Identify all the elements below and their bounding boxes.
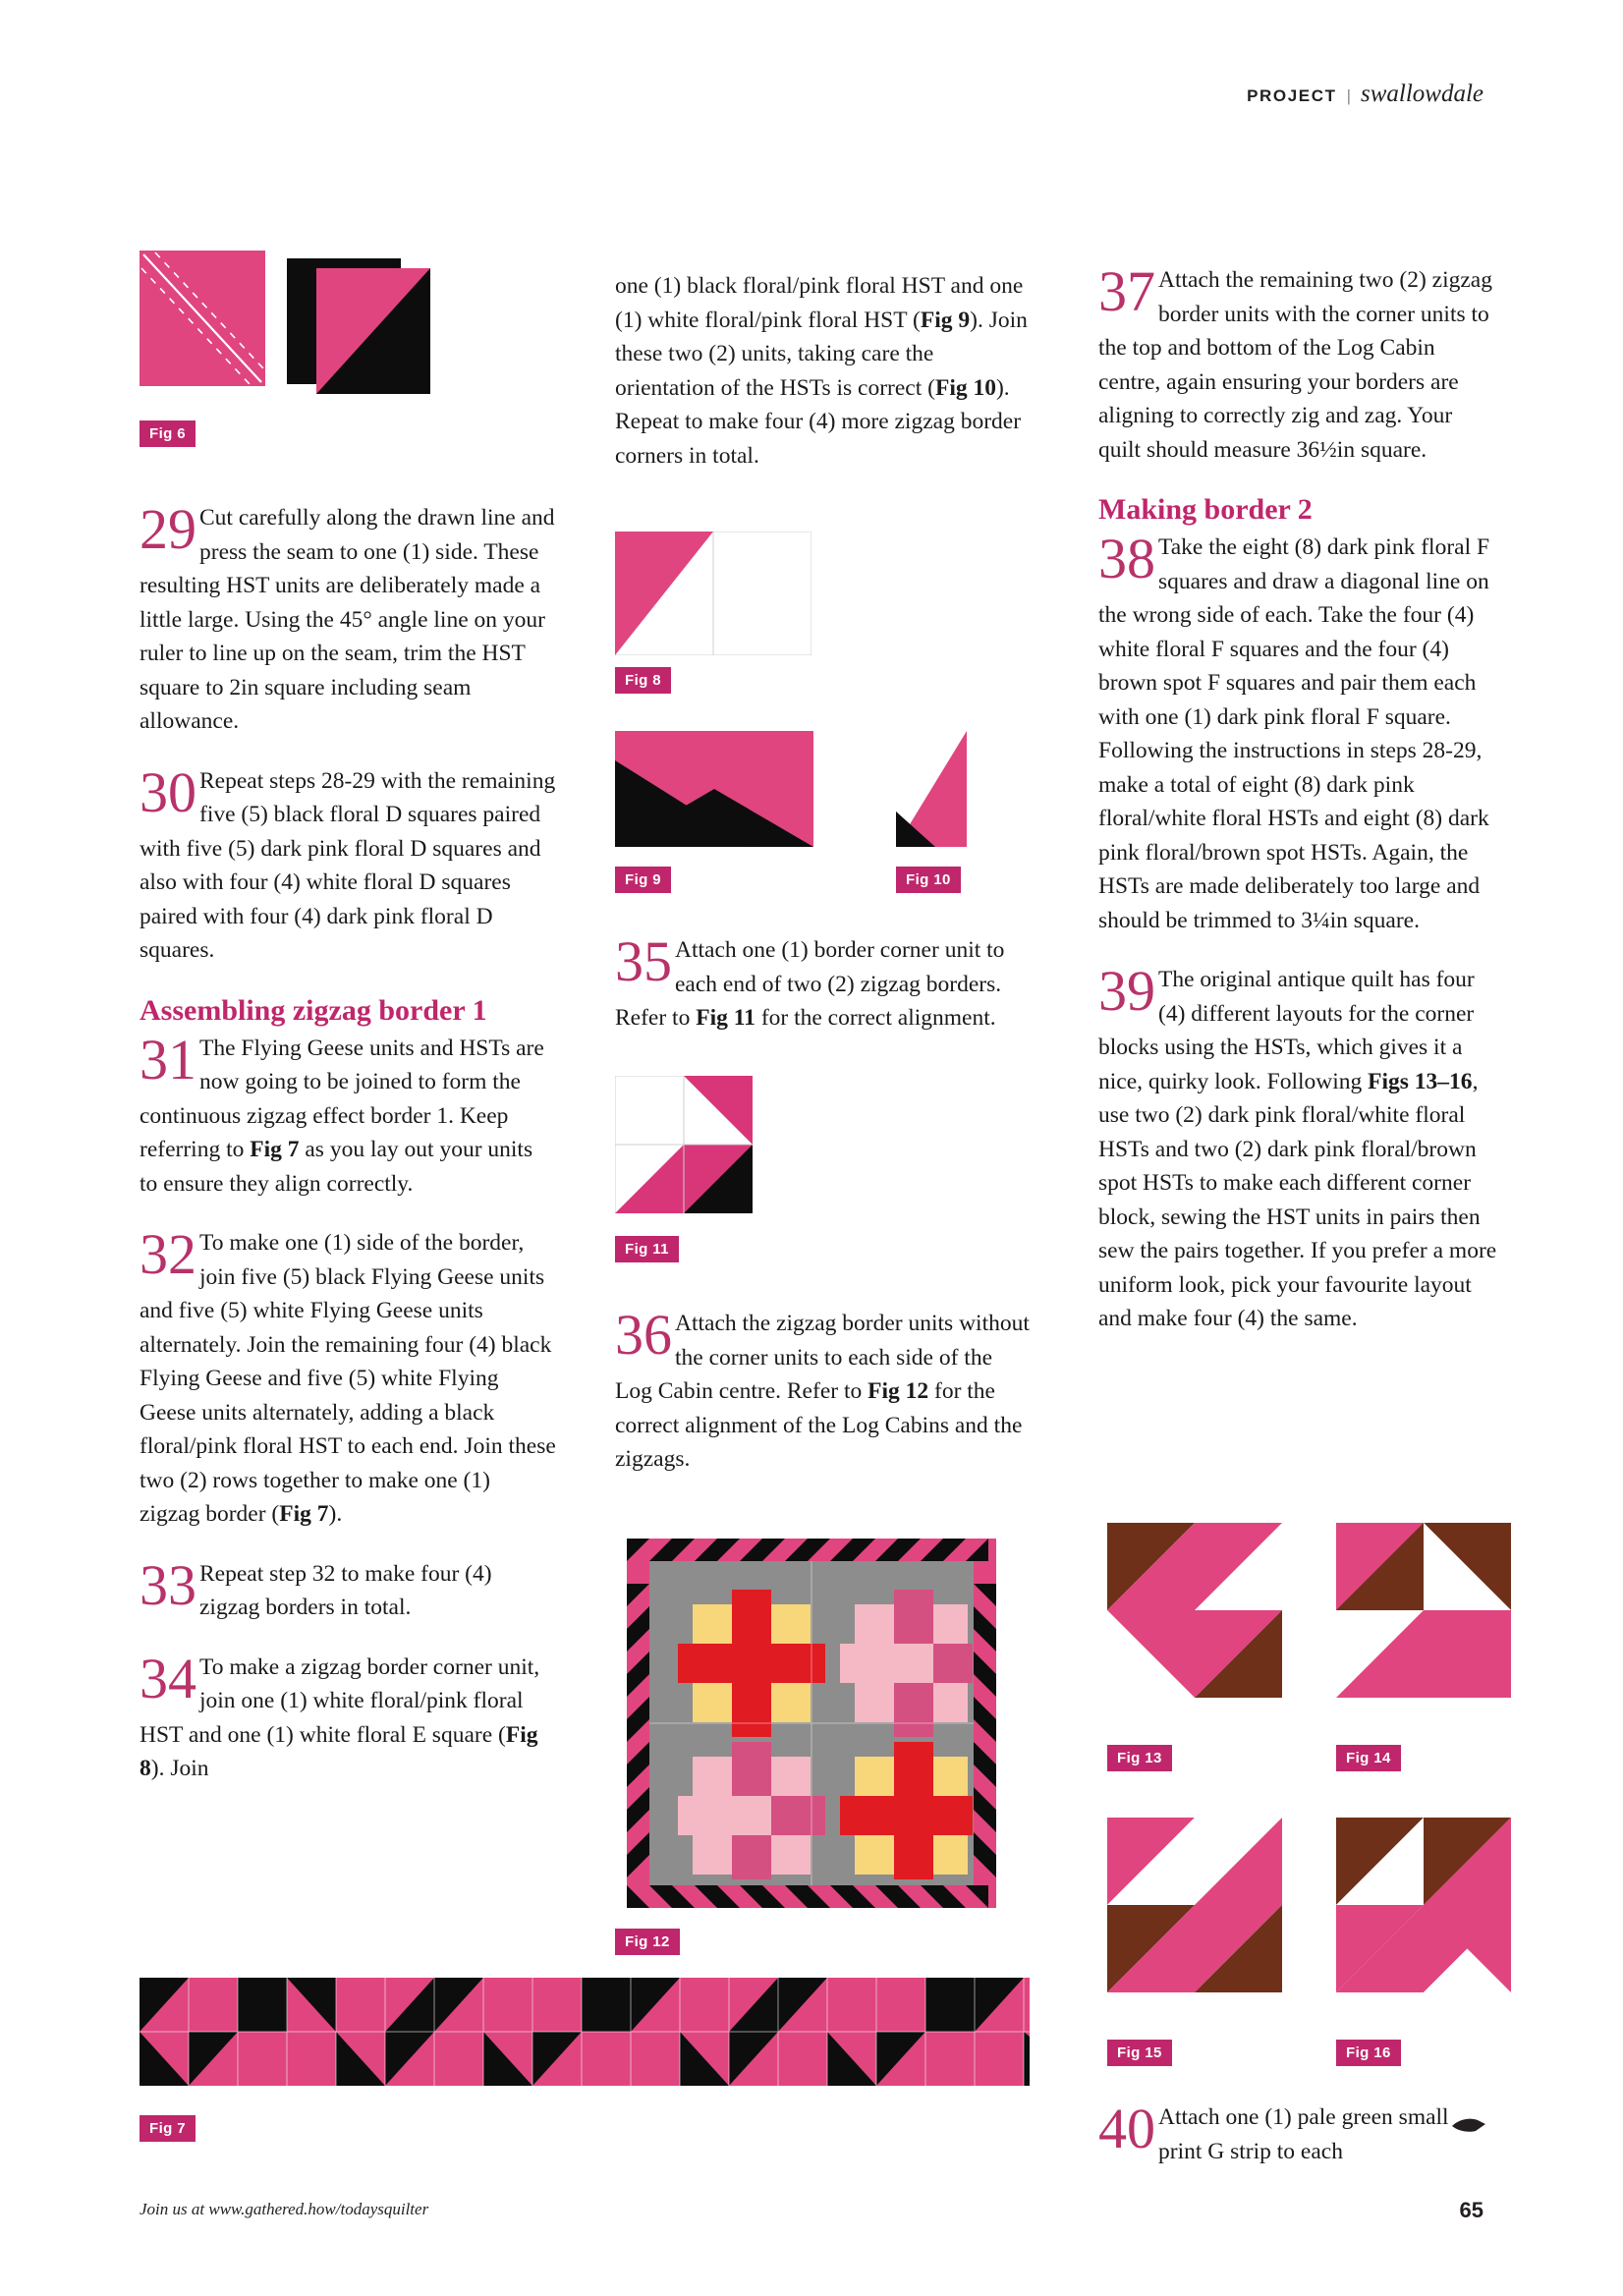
figure-15-label-wrap — [1107, 2032, 1172, 2066]
fig-14-label: Fig 14 — [1336, 1745, 1401, 1771]
figure-12-illustration — [619, 1531, 1004, 1916]
step-35-number: 35 — [615, 929, 672, 993]
figure-6-label-wrap — [140, 413, 196, 447]
step-31-number: 31 — [140, 1027, 196, 1092]
step-40 — [1098, 2097, 1497, 2168]
step-38-number: 38 — [1098, 527, 1155, 590]
figure-16-illustration — [1336, 1818, 1511, 1992]
header-project-label: PROJECT — [1247, 86, 1337, 105]
figure-14-illustration — [1336, 1523, 1511, 1698]
figure-14-label-wrap — [1336, 1737, 1401, 1771]
step-32 — [140, 1222, 556, 1532]
fig-13-label: Fig 13 — [1107, 1745, 1172, 1771]
step-29-text: Cut carefully along the drawn line and press the seam to one (1) side. These resulting HST units are deliberately made a little large. Using the 45° angle line on your ruler to line up on the seam, trim the HST square to 2in square including seam allowance. — [140, 505, 555, 734]
column-1 — [140, 497, 556, 1812]
column-3 — [1098, 259, 1497, 1362]
fig-10-label: Fig 10 — [896, 867, 961, 893]
step-35 — [615, 929, 1032, 1036]
step-37-text: Attach the remaining two (2) zigzag border units with the corner units to the top and bottom of the Log Cabin centre, again ensuring your borders are aligning to correctly zig and zag. Your quilt should measure 36½in square. — [1098, 267, 1492, 463]
step-33-number: 33 — [140, 1552, 196, 1617]
figure-10-label-wrap — [896, 859, 961, 893]
figure-7-label-wrap — [140, 2107, 196, 2142]
step-39-number: 39 — [1098, 959, 1155, 1023]
step-32-text: To make one (1) side of the border, join five (5) black Flying Geese units and five (5) white Flying Geese units alternately. Join the remaining four (4) black Flying Geese and five (5) white Flying Geese units alternately, adding a black floral/pink floral HST to each end. Join these two (2) rows together to make one (1) zigzag border (Fig 7). — [140, 1230, 556, 1527]
figure-8-label-wrap — [615, 659, 671, 694]
figure-9-illustration — [615, 731, 813, 847]
figure-6-illustration — [140, 251, 454, 408]
step-34-text: To make a zigzag border corner unit, join one (1) white floral/pink floral HST and one (1) white floral E square (Fig 8). Join — [140, 1653, 540, 1781]
step-40-text: Attach one (1) pale green small print G strip to each — [1158, 2104, 1449, 2164]
page-header — [1247, 81, 1483, 108]
step-30-text: Repeat steps 28-29 with the remaining five (5) black floral D squares paired with five (5) dark pink floral D squares and also with four (4) white floral D squares paired with four (4) dark pink floral D squares. — [140, 767, 556, 963]
header-pattern-name: swallowdale — [1360, 81, 1483, 107]
figure-12-label-wrap — [615, 1921, 680, 1955]
step-34 — [140, 1646, 556, 1786]
step-33 — [140, 1552, 556, 1625]
fig-12-label: Fig 12 — [615, 1929, 680, 1955]
step-37 — [1098, 259, 1497, 467]
step-34-number: 34 — [140, 1646, 196, 1710]
figure-11-label-wrap — [615, 1228, 679, 1262]
fig-9-label: Fig 9 — [615, 867, 671, 893]
figure-8-illustration — [615, 532, 812, 655]
figure-7-illustration — [140, 1978, 1030, 2086]
figure-10-illustration — [896, 731, 967, 847]
column-2-step-35 — [615, 929, 1032, 1061]
continuation-arrow-icon — [1452, 2115, 1485, 2133]
step-38-text: Take the eight (8) dark pink floral F squares and draw a diagonal line on the wrong side of each. Take the four (4) white floral F squares and the four (4) brown spot F squares and pair them each with one (1) dark pink floral F square. Following the instructions in steps 28-29, make a total of eight (8) dark pink floral/white floral HSTs and eight (8) dark pink floral/brown spot HSTs. Again, the HSTs are made deliberately too large and should be trimmed to 3¼in square. — [1098, 534, 1490, 933]
step-39-text: The original antique quilt has four (4) different layouts for the corner blocks using the HSTs, which gives it a nice, quirky look. Following Figs 13–16, use two (2) dark pink floral/white floral HSTs and two (2) dark pink floral/brown spot HSTs to make each different corner block, sewing the HST units in pairs then sew the pairs together. If you prefer a more uniform look, pick your favourite layout and make four (4) the same. — [1098, 967, 1497, 1331]
step-38 — [1098, 527, 1497, 937]
column-2-continued-paragraph: one (1) black floral/pink floral HST and one (1) white floral/pink floral HST (Fig 9). Join these two (2) units, taking care the orientation of the HSTs is correct (Fig 10). Repeat to make four (4) more zigzag border corners in total. — [615, 273, 1028, 469]
fig-15-label: Fig 15 — [1107, 2040, 1172, 2066]
figure-16-label-wrap — [1336, 2032, 1401, 2066]
fig-6-label: Fig 6 — [140, 420, 196, 447]
step-31-text: The Flying Geese units and HSTs are now going to be joined to form the continuous zigzag effect border 1. Keep referring to Fig 7 as you lay out your units to ensure they align correctly. — [140, 1035, 544, 1197]
step-29-number: 29 — [140, 497, 196, 561]
step-36-text: Attach the zigzag border units without the corner units to each side of the Log Cabin centre. Refer to Fig 12 for the correct alignment of the Log Cabins and the zigzags. — [615, 1311, 1030, 1472]
step-30-number: 30 — [140, 759, 196, 824]
step-30 — [140, 759, 556, 968]
step-36 — [615, 1303, 1032, 1477]
step-36-number: 36 — [615, 1303, 672, 1367]
step-37-number: 37 — [1098, 259, 1155, 323]
fig-16-label: Fig 16 — [1336, 2040, 1401, 2066]
step-32-number: 32 — [140, 1222, 196, 1286]
page-number: 65 — [1459, 2198, 1483, 2222]
figure-15-illustration — [1107, 1818, 1282, 1992]
step-29 — [140, 497, 556, 739]
section-heading-making-border-2: Making border 2 — [1098, 493, 1313, 526]
figure-11-illustration — [615, 1076, 753, 1213]
header-separator: | — [1346, 86, 1351, 105]
fig-11-label: Fig 11 — [615, 1236, 679, 1262]
fig-7-label: Fig 7 — [140, 2115, 196, 2142]
column-3-step-40 — [1098, 2097, 1497, 2194]
step-35-text: Attach one (1) border corner unit to each end of two (2) zigzag borders. Refer to Fig 11 for the correct alignment. — [615, 937, 1005, 1031]
column-2 — [615, 269, 1032, 473]
step-33-text: Repeat step 32 to make four (4) zigzag borders in total. — [199, 1560, 492, 1620]
footer-text: Join us at www.gathered.how/todaysquilter — [140, 2200, 429, 2218]
figure-13-label-wrap — [1107, 1737, 1172, 1771]
step-39 — [1098, 959, 1497, 1336]
step-31 — [140, 1027, 556, 1202]
step-40-number: 40 — [1098, 2097, 1155, 2160]
figure-9-label-wrap — [615, 859, 671, 893]
fig-8-label: Fig 8 — [615, 667, 671, 694]
section-heading-assembling-zigzag-border-1: Assembling zigzag border 1 — [140, 993, 487, 1027]
figure-13-illustration — [1107, 1523, 1282, 1698]
column-2-step-36 — [615, 1303, 1032, 1502]
